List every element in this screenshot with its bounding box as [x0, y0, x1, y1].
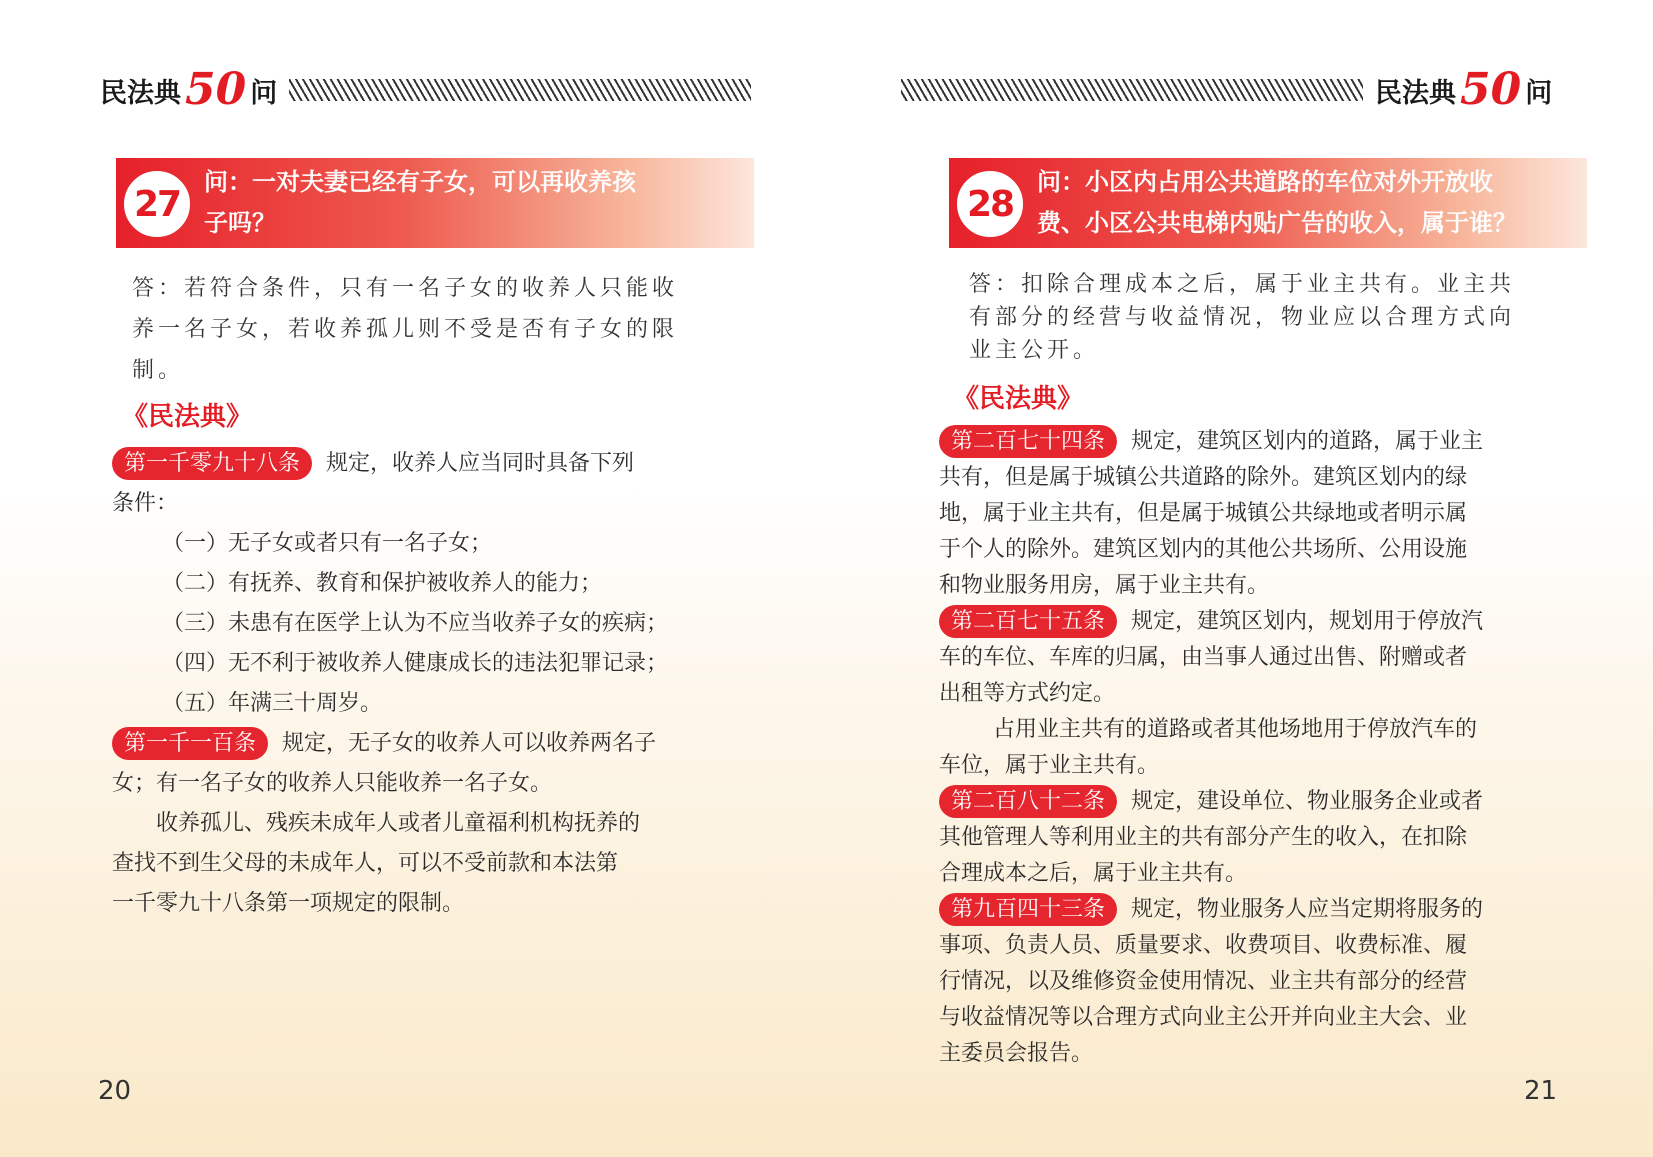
- answer-line: 制。: [132, 358, 185, 383]
- article-text: 一千零九十八条第一项规定的限制。: [112, 891, 465, 916]
- answer-line: 答：若符合条件，只有一名子女的收养人只能收: [132, 276, 679, 301]
- question-number-badge: [124, 171, 190, 237]
- left-page: [0, 0, 826, 1157]
- article-text: 与收益情况等以合理方式向业主公开并向业主大会、业: [939, 1005, 1468, 1030]
- article-text: 规定，建筑区划内的道路，属于业主: [1131, 429, 1484, 454]
- brand-prefix: 民法典: [1375, 77, 1456, 109]
- answer-text: [969, 268, 1581, 367]
- answer-line: 养一名子女，若收养孤儿则不受是否有子女的限: [132, 317, 679, 342]
- article-line: [939, 604, 1587, 640]
- question-number-badge: [957, 171, 1023, 237]
- article-text: 规定，收养人应当同时具备下列: [326, 451, 635, 476]
- page-header: [901, 66, 1552, 114]
- law-body: [939, 424, 1587, 1072]
- brand-number: 50: [185, 64, 247, 115]
- article-text: 出租等方式约定。: [939, 681, 1116, 706]
- page-number: 21: [1524, 1076, 1558, 1106]
- article-text: 条件：: [112, 491, 179, 516]
- answer-text: [132, 268, 727, 391]
- law-title: 《民法典》: [122, 402, 253, 432]
- law-title: 《民法典》: [953, 384, 1084, 414]
- question-banner: [116, 158, 754, 248]
- list-item: （二）有抚养、教育和保护被收养人的能力；: [162, 571, 603, 596]
- page-header: [100, 66, 751, 114]
- article-text: 规定，无子女的收养人可以收养两名子: [282, 731, 657, 756]
- article-tag: 第二百八十二条: [939, 785, 1117, 818]
- article-tag: 第二百七十四条: [939, 425, 1117, 458]
- article-text: 规定，物业服务人应当定期将服务的: [1131, 897, 1484, 922]
- question-line: 问：小区内占用公共道路的车位对外开放收: [1037, 168, 1493, 196]
- article-text: 女；有一名子女的收养人只能收养一名子女。: [112, 771, 553, 796]
- question-line: 子吗？: [204, 209, 276, 237]
- article-text: 主委员会报告。: [939, 1041, 1094, 1066]
- list-item: （三）未患有在医学上认为不应当收养子女的疾病；: [162, 611, 669, 636]
- question-line: 问：一对夫妻已经有子女，可以再收养孩: [204, 168, 636, 196]
- article-line: [939, 424, 1587, 460]
- brand-number: 50: [1460, 64, 1522, 115]
- brand-suffix: 问: [1525, 77, 1553, 109]
- list-item: （四）无不利于被收养人健康成长的违法犯罪记录；: [162, 651, 669, 676]
- article-text: 车的车位、车库的归属，由当事人通过出售、附赠或者: [939, 645, 1468, 670]
- article-tag: 第二百七十五条: [939, 605, 1117, 638]
- answer-line: 有部分的经营与收益情况，物业应以合理方式向: [969, 305, 1516, 330]
- question-line: 费、小区公共电梯内贴广告的收入，属于谁？: [1037, 209, 1517, 237]
- answer-line: 答：扣除合理成本之后，属于业主共有。业主共: [969, 272, 1516, 297]
- header-hatch-divider: [289, 79, 751, 101]
- right-page: [827, 0, 1653, 1157]
- question-text: [204, 162, 742, 244]
- article-line: [939, 784, 1587, 820]
- brand-logo: [100, 64, 278, 115]
- brand-logo: [1375, 64, 1553, 115]
- law-body: [112, 444, 722, 924]
- list-item: （五）年满三十周岁。: [162, 691, 383, 716]
- article-tag: 第一千一百条: [112, 727, 268, 760]
- article-text: 地，属于业主共有，但是属于城镇公共绿地或者明示属: [939, 501, 1468, 526]
- question-banner: [949, 158, 1587, 248]
- article-paragraph: 占用业主共有的道路或者其他场地用于停放汽车的: [993, 717, 1478, 742]
- question-number: 27: [133, 183, 181, 225]
- article-paragraph: 收养孤儿、残疾未成年人或者儿童福利机构抚养的: [156, 811, 641, 836]
- brand-suffix: 问: [250, 77, 278, 109]
- question-number: 28: [966, 183, 1014, 225]
- article-text: 规定，建筑区划内，规划用于停放汽: [1131, 609, 1484, 634]
- article-line: [112, 724, 722, 764]
- article-text: 共有，但是属于城镇公共道路的除外。建筑区划内的绿: [939, 465, 1468, 490]
- article-text: 和物业服务用房，属于业主共有。: [939, 573, 1270, 598]
- article-text: 车位，属于业主共有。: [939, 753, 1160, 778]
- article-line: [939, 892, 1587, 928]
- brand-prefix: 民法典: [100, 77, 181, 109]
- article-tag: 第九百四十三条: [939, 893, 1117, 926]
- question-text: [1037, 162, 1575, 244]
- answer-line: 业主公开。: [969, 338, 1100, 363]
- article-text: 事项、负责人员、质量要求、收费项目、收费标准、履: [939, 933, 1468, 958]
- article-text: 于个人的除外。建筑区划内的其他公共场所、公用设施: [939, 537, 1468, 562]
- article-line: [112, 444, 722, 484]
- header-hatch-divider: [901, 79, 1363, 101]
- article-text: 查找不到生父母的未成年人，可以不受前款和本法第: [112, 851, 619, 876]
- article-text: 其他管理人等利用业主的共有部分产生的收入，在扣除: [939, 825, 1468, 850]
- article-text: 行情况，以及维修资金使用情况、业主共有部分的经营: [939, 969, 1468, 994]
- article-text: 合理成本之后，属于业主共有。: [939, 861, 1248, 886]
- article-tag: 第一千零九十八条: [112, 447, 312, 480]
- page-number: 20: [98, 1076, 132, 1106]
- article-text: 规定，建设单位、物业服务企业或者: [1131, 789, 1484, 814]
- list-item: （一）无子女或者只有一名子女；: [162, 531, 493, 556]
